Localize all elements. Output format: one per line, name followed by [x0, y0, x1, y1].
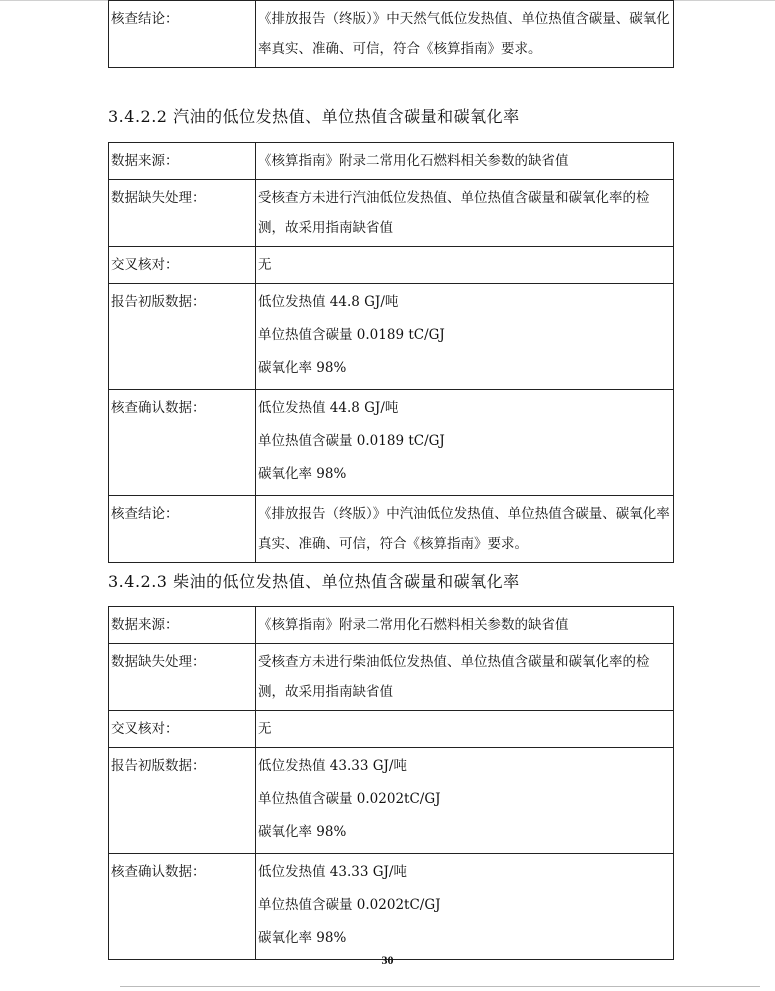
carbon-content-line: 单位热值含碳量 0.0189 tC/GJ — [258, 433, 445, 449]
table-row — [109, 247, 674, 284]
initial-data-label: 报告初版数据： — [109, 748, 256, 854]
table-row — [109, 390, 674, 496]
initial-data-label: 报告初版数据： — [109, 284, 256, 390]
table-row — [109, 284, 674, 390]
table-row — [109, 1, 674, 68]
section-title-diesel: 3.4.2.3 柴油的低位发热值、单位热值含碳量和碳氧化率 — [108, 572, 520, 591]
table-row — [109, 607, 674, 644]
cross-check-value: 无 — [256, 711, 674, 748]
cross-check-label: 交叉核对： — [109, 711, 256, 748]
section-title-gasoline: 3.4.2.2 汽油的低位发热值、单位热值含碳量和碳氧化率 — [108, 107, 520, 126]
ncv-line: 低位发热值 43.33 GJ/吨 — [258, 864, 407, 880]
table-row — [109, 143, 674, 180]
table-row — [109, 496, 674, 563]
table-row — [109, 748, 674, 854]
missing-label: 数据缺失处理： — [109, 180, 256, 247]
source-label: 数据来源： — [109, 143, 256, 180]
oxidation-rate-line: 碳氧化率 98% — [258, 360, 347, 376]
conclusion-value — [256, 1, 674, 68]
source-value: 《核算指南》附录二常用化石燃料相关参数的缺省值 — [256, 607, 674, 644]
initial-data-value — [256, 284, 674, 390]
oxidation-rate-line: 碳氧化率 98% — [258, 930, 347, 946]
carbon-content-line: 单位热值含碳量 0.0189 tC/GJ — [258, 327, 445, 343]
table-row — [109, 854, 674, 960]
table-row — [109, 180, 674, 247]
conclusion-label: 核查结论： — [109, 496, 256, 563]
cross-check-value: 无 — [256, 247, 674, 284]
page-bottom-rule — [120, 986, 760, 987]
conclusion-label: 核查结论： — [109, 1, 256, 68]
missing-label: 数据缺失处理： — [109, 644, 256, 711]
conclusion-text: 《排放报告（终版）》中天然气低位发热值、单位热值含碳量、碳氧化率真实、准确、可信，符合《核算指南》要求。 — [258, 11, 670, 57]
ncv-line: 低位发热值 44.8 GJ/吨 — [258, 294, 399, 310]
oxidation-rate-line: 碳氧化率 98% — [258, 466, 347, 482]
source-label: 数据来源： — [109, 607, 256, 644]
carbon-content-line: 单位热值含碳量 0.0202tC/GJ — [258, 897, 441, 913]
conclusion-value: 《排放报告（终版）》中汽油低位发热值、单位热值含碳量、碳氧化率真实、准确、可信，符合《核算指南》要求。 — [256, 496, 674, 563]
oxidation-rate-line: 碳氧化率 98% — [258, 824, 347, 840]
source-value: 《核算指南》附录二常用化石燃料相关参数的缺省值 — [256, 143, 674, 180]
confirmed-data-label: 核查确认数据： — [109, 390, 256, 496]
confirmed-data-label: 核查确认数据： — [109, 854, 256, 960]
cross-check-label: 交叉核对： — [109, 247, 256, 284]
missing-value: 受核查方未进行汽油低位发热值、单位热值含碳量和碳氧化率的检测，故采用指南缺省值 — [256, 180, 674, 247]
table-row — [109, 644, 674, 711]
confirmed-data-value — [256, 390, 674, 496]
table-row — [109, 711, 674, 748]
natural-gas-conclusion-table — [108, 0, 674, 68]
missing-value: 受核查方未进行柴油低位发热值、单位热值含碳量和碳氧化率的检测，故采用指南缺省值 — [256, 644, 674, 711]
page-number: 30 — [381, 953, 394, 967]
initial-data-value — [256, 748, 674, 854]
diesel-table — [108, 606, 674, 960]
ncv-line: 低位发热值 44.8 GJ/吨 — [258, 400, 399, 416]
ncv-line: 低位发热值 43.33 GJ/吨 — [258, 758, 407, 774]
confirmed-data-value — [256, 854, 674, 960]
gasoline-table — [108, 142, 674, 563]
carbon-content-line: 单位热值含碳量 0.0202tC/GJ — [258, 791, 441, 807]
